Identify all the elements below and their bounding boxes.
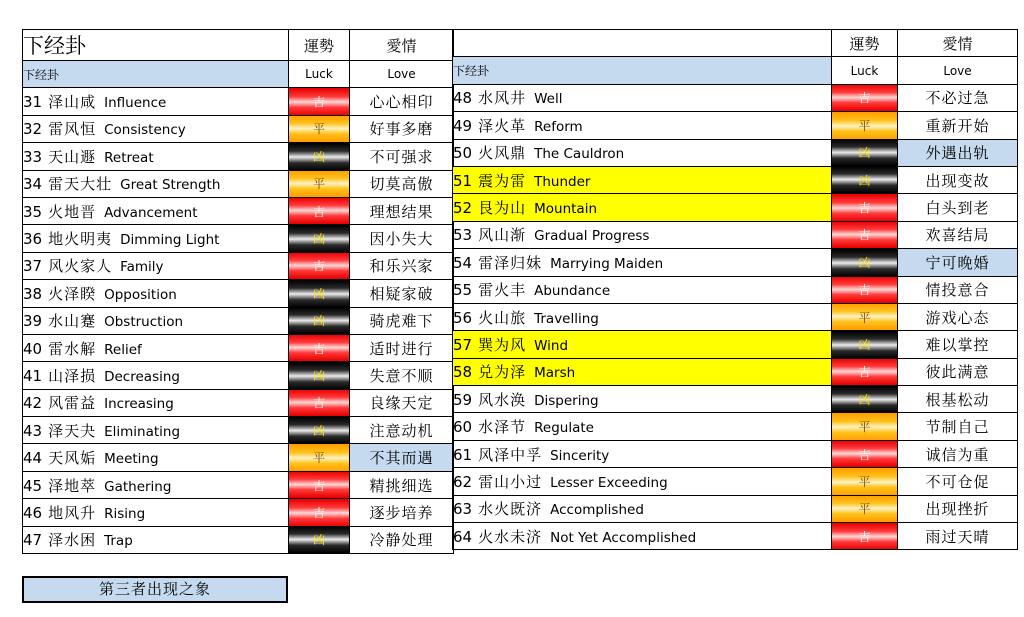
hexagram-name-cn: 雷泽归妹 bbox=[478, 253, 543, 272]
hexagram-name-cn: 泽山咸 bbox=[48, 93, 97, 112]
hexagram-name-en: Influence bbox=[104, 95, 167, 112]
hexagram-cell bbox=[23, 526, 289, 553]
legend-third-party: 第三者出现之象 bbox=[22, 576, 288, 603]
hexagram-name-en: Dimming Light bbox=[120, 232, 220, 249]
header-blank-cell bbox=[453, 30, 832, 57]
page-title: 下经卦 bbox=[23, 30, 289, 61]
luck-badge: 吉 bbox=[832, 221, 898, 248]
luck-badge: 吉 bbox=[289, 389, 350, 416]
hexagram-name-en: Lesser Exceeding bbox=[550, 474, 668, 491]
love-header-en: Love bbox=[898, 57, 1018, 84]
hexagram-name-cn: 雷火丰 bbox=[478, 281, 527, 300]
love-reading: 失意不顺 bbox=[350, 362, 454, 389]
love-header-en: Love bbox=[350, 61, 454, 88]
table-row bbox=[453, 413, 1018, 440]
hexagram-name-en: Consistency bbox=[104, 122, 186, 139]
hexagram-name-cn: 雷天大壮 bbox=[48, 175, 113, 194]
luck-badge: 平 bbox=[832, 413, 898, 440]
hexagram-number: 31 bbox=[23, 93, 43, 112]
hexagram-name-en: Dispering bbox=[534, 392, 599, 409]
table-row bbox=[453, 112, 1018, 139]
hexagram-name-cn: 风泽中孚 bbox=[478, 445, 543, 464]
love-reading: 难以掌控 bbox=[898, 331, 1018, 358]
header-row bbox=[23, 30, 454, 61]
table-row bbox=[23, 170, 454, 197]
hexagram-number: 62 bbox=[453, 472, 473, 491]
hexagram-number: 32 bbox=[23, 120, 43, 139]
love-reading: 适时进行 bbox=[350, 334, 454, 361]
section-label: 下经卦 bbox=[23, 61, 289, 88]
hexagram-name-en: Mountain bbox=[534, 201, 598, 218]
hexagram-name-en: Advancement bbox=[104, 204, 198, 221]
hexagram-name-en: Marrying Maiden bbox=[550, 255, 664, 272]
hexagram-name-cn: 火水未济 bbox=[478, 527, 543, 546]
table-row bbox=[453, 84, 1018, 111]
luck-badge: 吉 bbox=[289, 499, 350, 526]
hexagram-cell bbox=[23, 334, 289, 361]
header-row bbox=[453, 30, 1018, 57]
hexagram-cell bbox=[23, 389, 289, 416]
hexagram-cell bbox=[453, 358, 832, 385]
table-row bbox=[453, 276, 1018, 303]
love-reading: 情投意合 bbox=[898, 276, 1018, 303]
table-row bbox=[453, 440, 1018, 467]
hexagram-name-en: Gathering bbox=[104, 478, 172, 495]
hexagram-number: 41 bbox=[23, 366, 43, 385]
love-reading: 良缘天定 bbox=[350, 389, 454, 416]
hexagram-cell bbox=[23, 252, 289, 279]
hexagram-number: 46 bbox=[23, 503, 43, 522]
table-row bbox=[453, 194, 1018, 221]
hexagram-number: 59 bbox=[453, 390, 473, 409]
hexagram-number: 57 bbox=[453, 335, 473, 354]
hexagram-name-en: Trap bbox=[104, 533, 133, 550]
luck-badge: 吉 bbox=[289, 334, 350, 361]
hexagram-number: 48 bbox=[453, 89, 473, 108]
luck-header-cn: 運勢 bbox=[832, 30, 898, 57]
table-row bbox=[23, 307, 454, 334]
love-reading: 冷静处理 bbox=[350, 526, 454, 553]
love-reading: 注意动机 bbox=[350, 417, 454, 444]
hexagram-cell bbox=[453, 303, 832, 330]
hexagram-name-en: Rising bbox=[104, 505, 146, 522]
hexagram-cell bbox=[453, 194, 832, 221]
luck-badge: 吉 bbox=[832, 276, 898, 303]
hexagram-name-cn: 火山旅 bbox=[478, 308, 527, 327]
table-row bbox=[23, 362, 454, 389]
luck-badge: 平 bbox=[832, 468, 898, 495]
luck-badge: 平 bbox=[289, 170, 350, 197]
hexagram-name-en: Opposition bbox=[104, 286, 177, 303]
luck-badge: 平 bbox=[832, 112, 898, 139]
luck-badge: 凶 bbox=[289, 225, 350, 252]
hexagram-cell bbox=[453, 495, 832, 522]
hexagram-number: 47 bbox=[23, 531, 43, 550]
luck-badge: 凶 bbox=[832, 331, 898, 358]
hexagram-name-en: Eliminating bbox=[104, 423, 181, 440]
hexagram-name-en: Retreat bbox=[104, 149, 154, 166]
hexagram-name-cn: 天山遯 bbox=[48, 147, 97, 166]
love-header-cn: 愛情 bbox=[350, 30, 454, 61]
subheader-row bbox=[23, 61, 454, 88]
subheader-row bbox=[453, 57, 1018, 84]
love-reading: 骑虎难下 bbox=[350, 307, 454, 334]
love-reading: 心心相印 bbox=[350, 88, 454, 115]
hexagram-name-cn: 雷水解 bbox=[48, 339, 97, 358]
hexagram-name-cn: 水风井 bbox=[478, 89, 527, 108]
luck-badge: 凶 bbox=[832, 139, 898, 166]
hexagram-cell bbox=[453, 112, 832, 139]
hexagram-number: 43 bbox=[23, 421, 43, 440]
hexagram-cell bbox=[453, 84, 832, 111]
hexagram-name-en: Relief bbox=[104, 341, 142, 358]
hexagram-cell bbox=[453, 166, 832, 193]
hexagram-cell bbox=[453, 386, 832, 413]
hexagram-name-en: Sincerity bbox=[550, 447, 610, 464]
hexagram-name-cn: 水山蹇 bbox=[48, 312, 97, 331]
table-row bbox=[453, 523, 1018, 550]
table-row bbox=[23, 471, 454, 498]
hexagram-cell bbox=[23, 499, 289, 526]
love-reading: 白头到老 bbox=[898, 194, 1018, 221]
hexagram-number: 50 bbox=[453, 144, 473, 163]
luck-badge: 平 bbox=[289, 115, 350, 142]
hexagram-name-cn: 泽火革 bbox=[478, 116, 527, 135]
hexagram-cell bbox=[23, 307, 289, 334]
hexagram-number: 64 bbox=[453, 527, 473, 546]
luck-badge: 凶 bbox=[289, 143, 350, 170]
luck-badge: 吉 bbox=[832, 194, 898, 221]
hexagram-name-en: Well bbox=[534, 91, 563, 108]
hexagram-name-cn: 风山渐 bbox=[478, 226, 527, 245]
hexagram-name-en: Wind bbox=[534, 337, 569, 354]
hexagram-number: 51 bbox=[453, 171, 473, 190]
love-reading: 宁可晚婚 bbox=[898, 249, 1018, 276]
hexagram-name-cn: 震为雷 bbox=[478, 171, 527, 190]
hexagram-name-en: Meeting bbox=[104, 451, 159, 468]
hexagram-number: 39 bbox=[23, 312, 43, 331]
hexagram-name-cn: 山泽损 bbox=[48, 366, 97, 385]
hexagram-cell bbox=[23, 280, 289, 307]
table-row bbox=[453, 358, 1018, 385]
luck-badge: 平 bbox=[832, 303, 898, 330]
hexagram-name-en: The Cauldron bbox=[534, 146, 625, 163]
hexagram-cell bbox=[453, 413, 832, 440]
love-reading: 不必过急 bbox=[898, 84, 1018, 111]
hexagram-name-en: Obstruction bbox=[104, 314, 184, 331]
table-row bbox=[453, 468, 1018, 495]
luck-badge: 平 bbox=[832, 495, 898, 522]
hexagram-table-left bbox=[22, 29, 454, 554]
hexagram-cell bbox=[23, 362, 289, 389]
hexagram-number: 53 bbox=[453, 226, 473, 245]
hexagram-name-cn: 泽水困 bbox=[48, 531, 97, 550]
table-row bbox=[23, 225, 454, 252]
hexagram-name-cn: 天风姤 bbox=[48, 449, 97, 468]
love-reading: 出现挫折 bbox=[898, 495, 1018, 522]
hexagram-cell bbox=[23, 88, 289, 115]
love-reading: 外遇出轨 bbox=[898, 139, 1018, 166]
hexagram-number: 56 bbox=[453, 308, 473, 327]
love-reading: 不其而遇 bbox=[350, 444, 454, 471]
hexagram-name-cn: 泽地萃 bbox=[48, 476, 97, 495]
hexagram-number: 45 bbox=[23, 476, 43, 495]
hexagram-table-right bbox=[452, 29, 1018, 550]
luck-badge: 凶 bbox=[289, 417, 350, 444]
table-row bbox=[23, 526, 454, 553]
hexagram-number: 63 bbox=[453, 500, 473, 519]
love-reading: 游戏心态 bbox=[898, 303, 1018, 330]
hexagram-number: 54 bbox=[453, 253, 473, 272]
hexagram-name-cn: 雷山小过 bbox=[478, 472, 543, 491]
love-reading: 雨过天晴 bbox=[898, 523, 1018, 550]
love-reading: 因小失大 bbox=[350, 225, 454, 252]
section-label: 下经卦 bbox=[453, 57, 832, 84]
table-row bbox=[23, 417, 454, 444]
hexagram-name-cn: 火地晋 bbox=[48, 202, 97, 221]
hexagram-name-en: Decreasing bbox=[104, 368, 180, 385]
love-reading: 逐步培养 bbox=[350, 499, 454, 526]
love-reading: 理想结果 bbox=[350, 197, 454, 224]
luck-badge: 凶 bbox=[832, 249, 898, 276]
hexagram-name-cn: 兑为泽 bbox=[478, 363, 527, 382]
hexagram-number: 40 bbox=[23, 339, 43, 358]
hexagram-name-en: Great Strength bbox=[120, 177, 221, 194]
hexagram-cell bbox=[453, 276, 832, 303]
luck-badge: 凶 bbox=[289, 280, 350, 307]
hexagram-number: 38 bbox=[23, 284, 43, 303]
hexagram-name-cn: 火泽睽 bbox=[48, 284, 97, 303]
luck-badge: 凶 bbox=[832, 166, 898, 193]
hexagram-number: 52 bbox=[453, 199, 473, 218]
hexagram-number: 36 bbox=[23, 230, 43, 249]
hexagram-number: 49 bbox=[453, 116, 473, 135]
hexagram-number: 44 bbox=[23, 449, 43, 468]
love-reading: 相疑家破 bbox=[350, 280, 454, 307]
hexagram-number: 60 bbox=[453, 418, 473, 437]
table-row bbox=[23, 334, 454, 361]
hexagram-cell bbox=[23, 143, 289, 170]
table-row bbox=[23, 280, 454, 307]
luck-badge: 吉 bbox=[289, 471, 350, 498]
love-reading: 欢喜结局 bbox=[898, 221, 1018, 248]
hexagram-name-en: Marsh bbox=[534, 365, 576, 382]
table-row bbox=[23, 197, 454, 224]
table-row bbox=[453, 166, 1018, 193]
hexagram-name-cn: 风火家人 bbox=[48, 257, 113, 276]
hexagram-name-cn: 地风升 bbox=[48, 503, 97, 522]
luck-badge: 平 bbox=[289, 444, 350, 471]
hexagram-cell bbox=[23, 197, 289, 224]
table-row bbox=[453, 221, 1018, 248]
hexagram-cell bbox=[23, 225, 289, 252]
hexagram-name-cn: 风水涣 bbox=[478, 390, 527, 409]
love-reading: 好事多磨 bbox=[350, 115, 454, 142]
hexagram-name-en: Abundance bbox=[534, 283, 611, 300]
hexagram-number: 61 bbox=[453, 445, 473, 464]
love-header-cn: 愛情 bbox=[898, 30, 1018, 57]
hexagram-name-en: Travelling bbox=[534, 310, 599, 327]
luck-badge: 吉 bbox=[289, 197, 350, 224]
luck-badge: 吉 bbox=[832, 440, 898, 467]
hexagram-number: 34 bbox=[23, 175, 43, 194]
table-row bbox=[23, 143, 454, 170]
love-reading: 节制自己 bbox=[898, 413, 1018, 440]
luck-header-en: Luck bbox=[289, 61, 350, 88]
luck-header-en: Luck bbox=[832, 57, 898, 84]
table-row bbox=[23, 88, 454, 115]
hexagram-cell bbox=[453, 331, 832, 358]
hexagram-name-cn: 雷风恒 bbox=[48, 120, 97, 139]
luck-badge: 凶 bbox=[289, 362, 350, 389]
hexagram-name-cn: 水火既济 bbox=[478, 500, 543, 519]
luck-badge: 吉 bbox=[832, 84, 898, 111]
table-row bbox=[23, 499, 454, 526]
hexagram-name-en: Reform bbox=[534, 118, 583, 135]
luck-header-cn: 運勢 bbox=[289, 30, 350, 61]
love-reading: 根基松动 bbox=[898, 386, 1018, 413]
hexagram-number: 33 bbox=[23, 147, 43, 166]
hexagram-cell bbox=[23, 444, 289, 471]
hexagram-name-cn: 艮为山 bbox=[478, 199, 527, 218]
hexagram-number: 37 bbox=[23, 257, 43, 276]
hexagram-name-cn: 泽天夬 bbox=[48, 421, 97, 440]
table-row bbox=[23, 252, 454, 279]
love-reading: 重新开始 bbox=[898, 112, 1018, 139]
hexagram-name-cn: 水泽节 bbox=[478, 418, 527, 437]
hexagram-cell bbox=[453, 221, 832, 248]
hexagram-cell bbox=[23, 471, 289, 498]
luck-badge: 吉 bbox=[289, 252, 350, 279]
hexagram-cell bbox=[453, 139, 832, 166]
hexagram-name-en: Not Yet Accomplished bbox=[550, 529, 697, 546]
hexagram-name-en: Family bbox=[120, 259, 164, 276]
love-reading: 诚信为重 bbox=[898, 440, 1018, 467]
luck-badge: 吉 bbox=[832, 523, 898, 550]
love-reading: 和乐兴家 bbox=[350, 252, 454, 279]
table-row bbox=[453, 139, 1018, 166]
hexagram-number: 35 bbox=[23, 202, 43, 221]
hexagram-cell bbox=[453, 440, 832, 467]
hexagram-cell bbox=[453, 468, 832, 495]
hexagram-name-en: Regulate bbox=[534, 420, 594, 437]
hexagram-name-en: Accomplished bbox=[550, 502, 644, 519]
hexagram-cell bbox=[23, 115, 289, 142]
hexagram-name-en: Gradual Progress bbox=[534, 228, 650, 245]
table-row bbox=[453, 331, 1018, 358]
love-reading: 切莫高傲 bbox=[350, 170, 454, 197]
luck-badge: 吉 bbox=[832, 358, 898, 385]
hexagram-name-cn: 风雷益 bbox=[48, 394, 97, 413]
hexagram-number: 55 bbox=[453, 281, 473, 300]
table-row bbox=[453, 303, 1018, 330]
hexagram-name-en: Thunder bbox=[534, 173, 591, 190]
hexagram-name-cn: 火风鼎 bbox=[478, 144, 527, 163]
luck-badge: 凶 bbox=[832, 386, 898, 413]
love-reading: 彼此满意 bbox=[898, 358, 1018, 385]
table-row bbox=[453, 249, 1018, 276]
hexagram-name-cn: 地火明夷 bbox=[48, 230, 113, 249]
table-row bbox=[453, 386, 1018, 413]
hexagram-number: 42 bbox=[23, 394, 43, 413]
hexagram-cell bbox=[23, 417, 289, 444]
table-row bbox=[23, 389, 454, 416]
hexagram-name-en: Increasing bbox=[104, 396, 174, 413]
luck-badge: 吉 bbox=[289, 88, 350, 115]
hexagram-cell bbox=[453, 249, 832, 276]
table-row bbox=[453, 495, 1018, 522]
love-reading: 不可仓促 bbox=[898, 468, 1018, 495]
table-row bbox=[23, 115, 454, 142]
luck-badge: 凶 bbox=[289, 307, 350, 334]
hexagram-number: 58 bbox=[453, 363, 473, 382]
love-reading: 精挑细选 bbox=[350, 471, 454, 498]
hexagram-name-cn: 巽为风 bbox=[478, 335, 527, 354]
luck-badge: 凶 bbox=[289, 526, 350, 553]
love-reading: 不可强求 bbox=[350, 143, 454, 170]
hexagram-cell bbox=[23, 170, 289, 197]
table-row bbox=[23, 444, 454, 471]
love-reading: 出现变故 bbox=[898, 166, 1018, 193]
hexagram-cell bbox=[453, 523, 832, 550]
